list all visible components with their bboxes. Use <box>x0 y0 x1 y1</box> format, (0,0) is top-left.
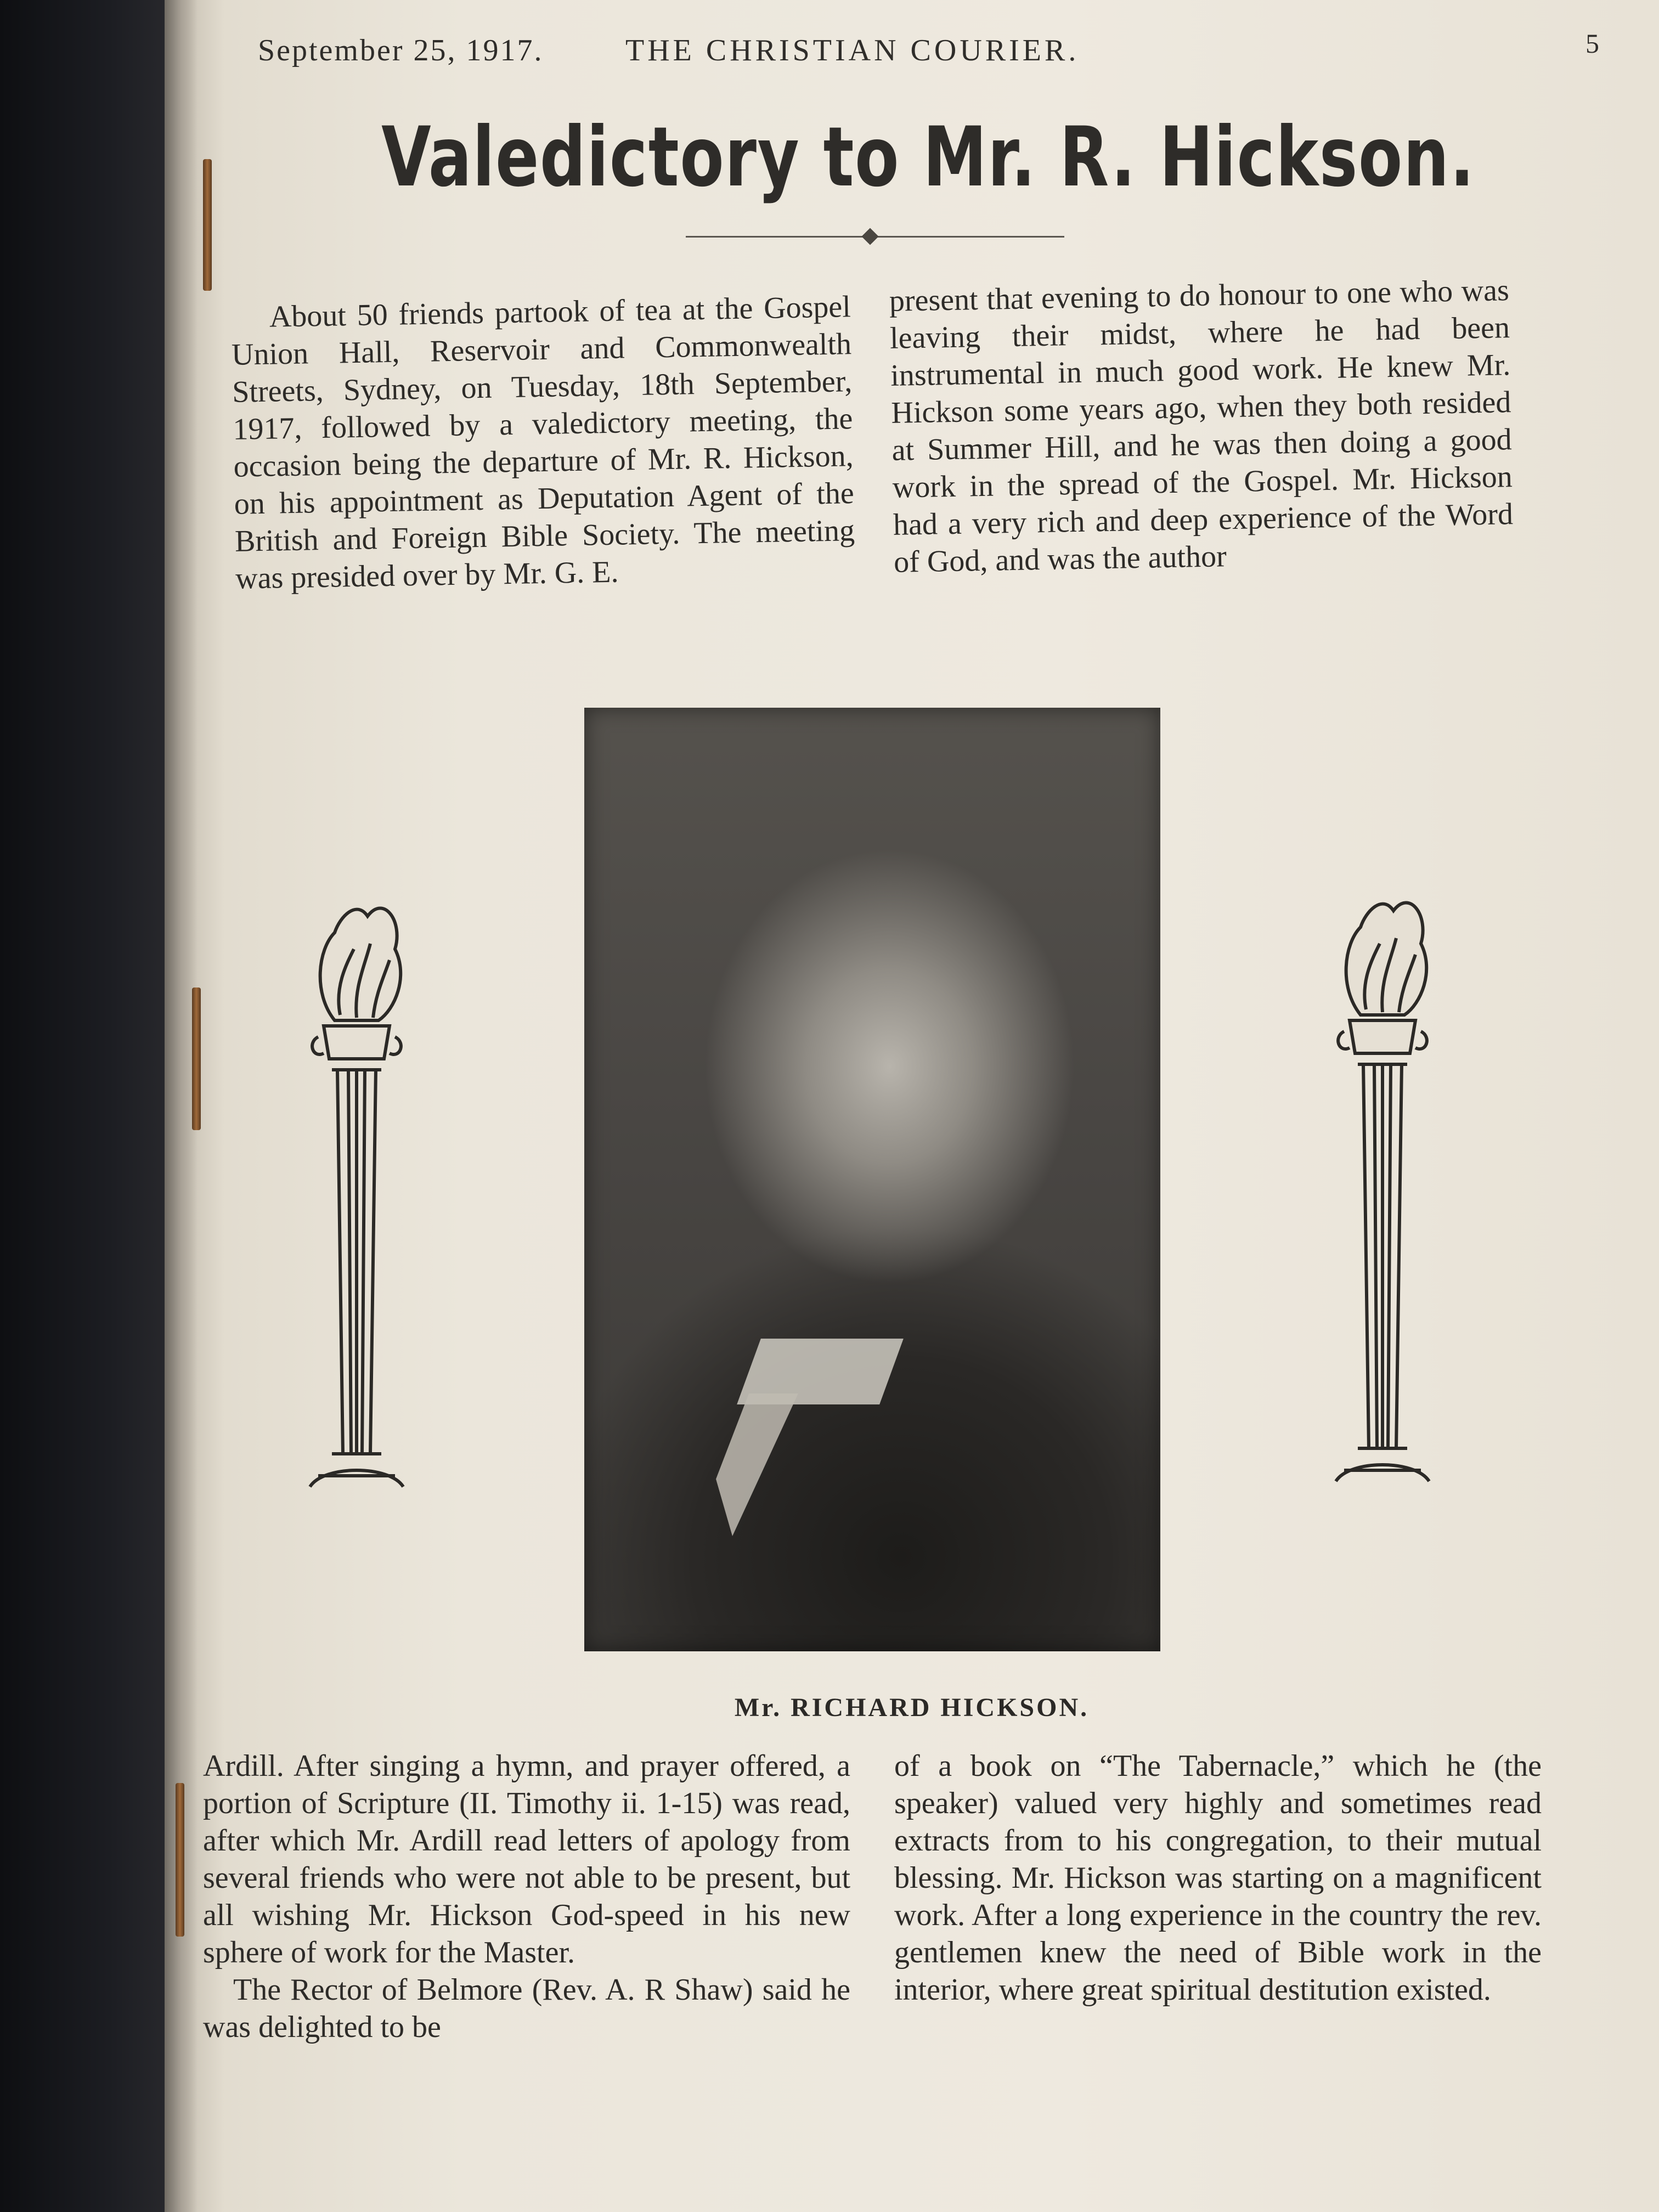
torch-icon <box>1328 878 1437 1498</box>
page-number: 5 <box>1585 28 1601 59</box>
portrait-photo <box>584 708 1160 1651</box>
paragraph: The Rector of Belmore (Rev. A. R Shaw) said he was delighted to be <box>203 1973 850 2044</box>
paragraph: present that evening to do honour to one who was leaving their midst, where he had been instrumental in much good work. He knew Mr. Hickson some years ago, when they both resided at Summer Hill, and he was then doing a good work in the spread of the Gospel. Mr. Hickson had a very rich and deep experience of the Word of God, and was the author <box>889 273 1514 579</box>
staple-bottom <box>176 1783 184 1937</box>
staple-middle <box>192 988 201 1130</box>
magazine-page <box>165 0 1659 2212</box>
torch-icon <box>302 883 411 1503</box>
column-bottom-left <box>203 1747 850 2046</box>
book-binding <box>0 0 181 2212</box>
publication-name: THE CHRISTIAN COURIER. <box>625 33 1080 67</box>
paragraph: About 50 friends partook of tea at the Gospel Union Hall, Reservoir and Commonwealth Streets, Sydney, on Tuesday, 18th September, 1917, followed by a valedictory meeting, the occasion being the departure of Mr. R. Hickson, on his appointment as Deputation Agent of the British and Foreign Bible Society. The meeting was presided over by Mr. G. E. <box>231 290 855 596</box>
column-top-right <box>889 272 1514 581</box>
article-headline: Valedictory to Mr. R. Hickson. <box>381 110 1475 205</box>
column-top-left <box>230 288 855 597</box>
photo-caption: Mr. RICHARD HICKSON. <box>734 1693 1090 1722</box>
issue-date: September 25, 1917. <box>258 33 544 67</box>
column-bottom-right <box>894 1747 1542 2008</box>
photo-shirt-front <box>716 1393 798 1536</box>
paragraph: Ardill. After singing a hymn, and prayer offered, a portion of Scripture (II. Timothy ii. 1-15) was read, after which Mr. Ardill read letters of apology from several friends who were not able to be present, but all wishing Mr. Hickson God-speed in his new sphere of work for the Master. <box>203 1749 850 1970</box>
paragraph: of a book on “The Tabernacle,” which he (the speaker) valued very highly and sometimes read extracts from to his congregation, to their mutual blessing. Mr. Hickson was starting on a magnificent work. After a long experience in the country the rev. gentlemen knew the need of Bible work in the interior, where great spiritual destitution existed. <box>894 1749 1542 2007</box>
staple-top <box>203 159 212 291</box>
diamond-icon <box>861 228 878 245</box>
